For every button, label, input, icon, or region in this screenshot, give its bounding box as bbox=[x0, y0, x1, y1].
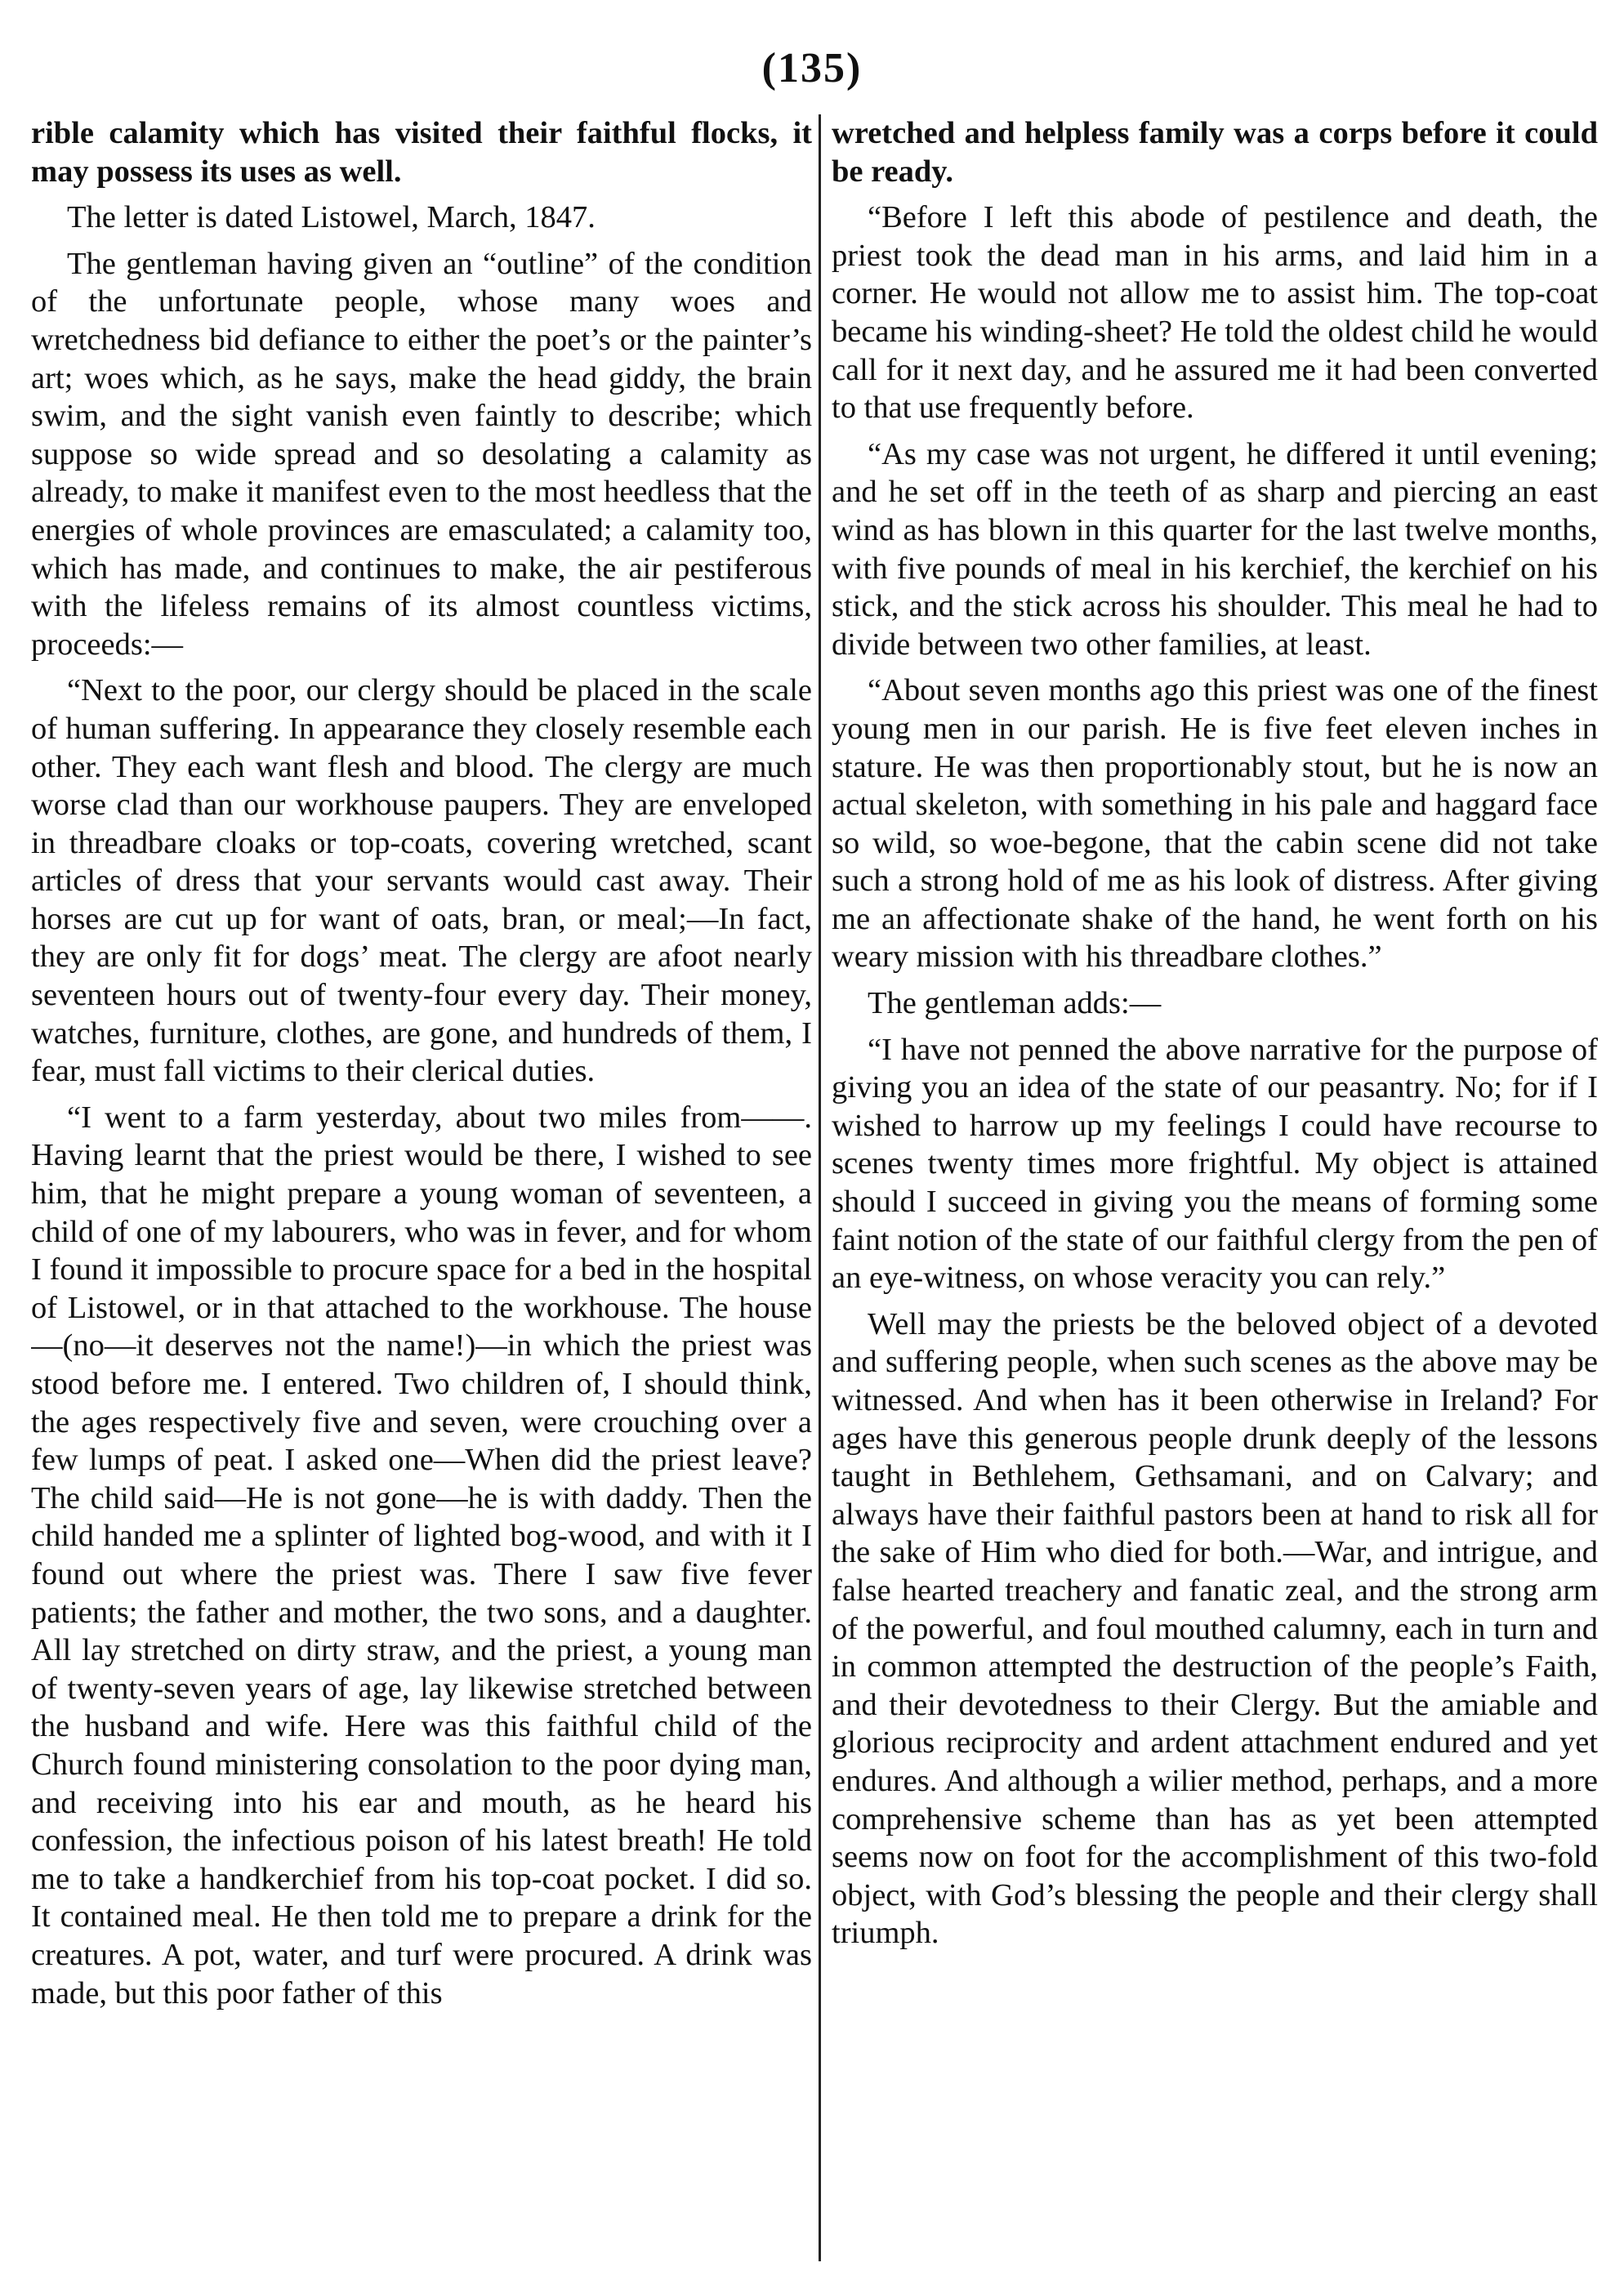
right-paragraph-2: “Before I left this abode of pestilence and death, the priest took the dead man in his arms, and laid him in a corner. He would not allow me to assist him. The top-coat became his winding-sheet? He told the oldest child he would call for it next day, and he assured me it had been converted to that use frequently before. bbox=[832, 200, 1598, 426]
page-number: (135) bbox=[761, 45, 863, 91]
right-paragraph-7: Well may the priests be the beloved object of a devoted and suffering people, when such scenes as the above may be witnessed. And when has it been otherwise in Ireland? For ages have this generous people drunk deeply of the lessons taught in Bethlehem, Gethsamani, and on Calvary; and always have their faithful pastors been at hand to risk all for the sake of Him who died for both.—War, and intrigue, and false hearted treachery and fanatic zeal, and the strong arm of the powerful, and foul mouthed calumny, each in turn and in common attempted the destruction of the people’s Faith, and their devotedness to their Clergy. But the amiable and glorious reciprocity and ardent attachment endured and yet endures. And although a wilier method, perhaps, and a more comprehensive scheme than has as yet been attempted seems now on foot for the accomplishment of this two-fold object, with God’s blessing the people and their clergy shall triumph. bbox=[832, 1306, 1598, 1951]
left-paragraph-2: The letter is dated Listowel, March, 1847. bbox=[67, 200, 596, 235]
right-paragraph-5: The gentleman adds:— bbox=[868, 986, 1162, 1021]
left-paragraph-1: rible calamity which has visited their faithful flocks, it may possess its uses as well. bbox=[31, 116, 812, 189]
left-column bbox=[31, 114, 812, 2238]
right-paragraph-6: “I have not penned the above narrative for the purpose of giving you an idea of the state of our peasantry. No; for if I wished to harrow up my feelings I could have recourse to scenes twenty times more frightful. My object is attained should I succeed in giving you the means of forming some faint notion of the state of our faithful clergy from the pen of an eye-witness, on whose veracity you can rely.” bbox=[832, 1032, 1598, 1296]
left-paragraph-4: “Next to the poor, our clergy should be placed in the scale of human suffering. In appearance they closely resemble each other. They each want flesh and blood. The clergy are much worse clad than our workhouse paupers. They are enveloped in threadbare cloaks or top-coats, covering wretched, scant articles of dress that your servants would cast away. Their horses are cut up for want of oats, bran, or meal;—In fact, they are only fit for dogs’ meat. The clergy are afoot nearly seventeen hours out of twenty-four every day. Their money, watches, furniture, clothes, are gone, and hundreds of them, I fear, must fall victims to their clerical duties. bbox=[31, 673, 812, 1089]
left-paragraph-3: The gentleman having given an “outline” of the condition of the unfortunate people, whose many woes and wretchedness bid defiance to either the poet’s or the painter’s art; woes which, as he says, make the head giddy, the brain swim, and the sight vanish even faintly to describe; which suppose so wide spread and so desolating a calamity as already, to make it manifest even to the most heedless that the energies of whole provinces are emasculated; a calamity too, which has made, and continues to make, the air pestiferous with the lifeless remains of its almost countless victims, proceeds:— bbox=[31, 246, 812, 662]
left-paragraph-5: “I went to a farm yesterday, about two miles from——. Having learnt that the priest would be there, I wished to see him, that he might prepare a young woman of seventeen, a child of one of my labourers, who was in fever, and for whom I found it impossible to procure space for a bed in the hospital of Listowel, or in that attached to the workhouse. The house—(no—it deserves not the name!)—in which the priest was stood before me. I entered. Two children of, I should think, the ages respectively five and seven, were crouching over a few lumps of peat. I asked one—When did the priest leave? The child said—He is not gone—he is with daddy. Then the child handed me a splinter of lighted bog-wood, and with it I found out where the priest was. There I saw five fever patients; the father and mother, the two sons, and a daughter. All lay stretched on dirty straw, and the priest, a young man of twenty-seven years of age, lay likewise stretched between the husband and wife. Here was this faithful child of the Church found ministering consolation to the poor dying man, and receiving into his ear and mouth, as he heard his confession, the infectious poison of his latest breath! He told me to take a handkerchief from his top-coat pocket. I did so. It contained meal. He then told me to prepare a drink for the creatures. A pot, water, and turf were procured. A drink was made, but this poor father of this bbox=[31, 1100, 812, 2010]
right-column bbox=[832, 114, 1598, 2238]
right-paragraph-4: “About seven months ago this priest was one of the finest young men in our parish. He is five feet eleven inches in stature. He was then proportionably stout, but he is now an actual skeleton, with something in his pale and haggard face so wild, so woe-begone, that the cabin scene did not take such a strong hold of me as his look of distress. After giving me an affectionate shake of the hand, he went forth on his weary mission with his threadbare clothes.” bbox=[832, 673, 1598, 975]
column-divider bbox=[819, 114, 821, 2261]
right-paragraph-1: wretched and helpless family was a corps before it could be ready. bbox=[832, 116, 1598, 189]
right-paragraph-3: “As my case was not urgent, he differed it until evening; and he set off in the teeth of as sharp and piercing an east wind as has blown in this quarter for the last twelve months, with five pounds of meal in his kerchief, the kerchief on his stick, and the stick across his shoulder. This meal he had to divide between two other families, at least. bbox=[832, 436, 1598, 662]
